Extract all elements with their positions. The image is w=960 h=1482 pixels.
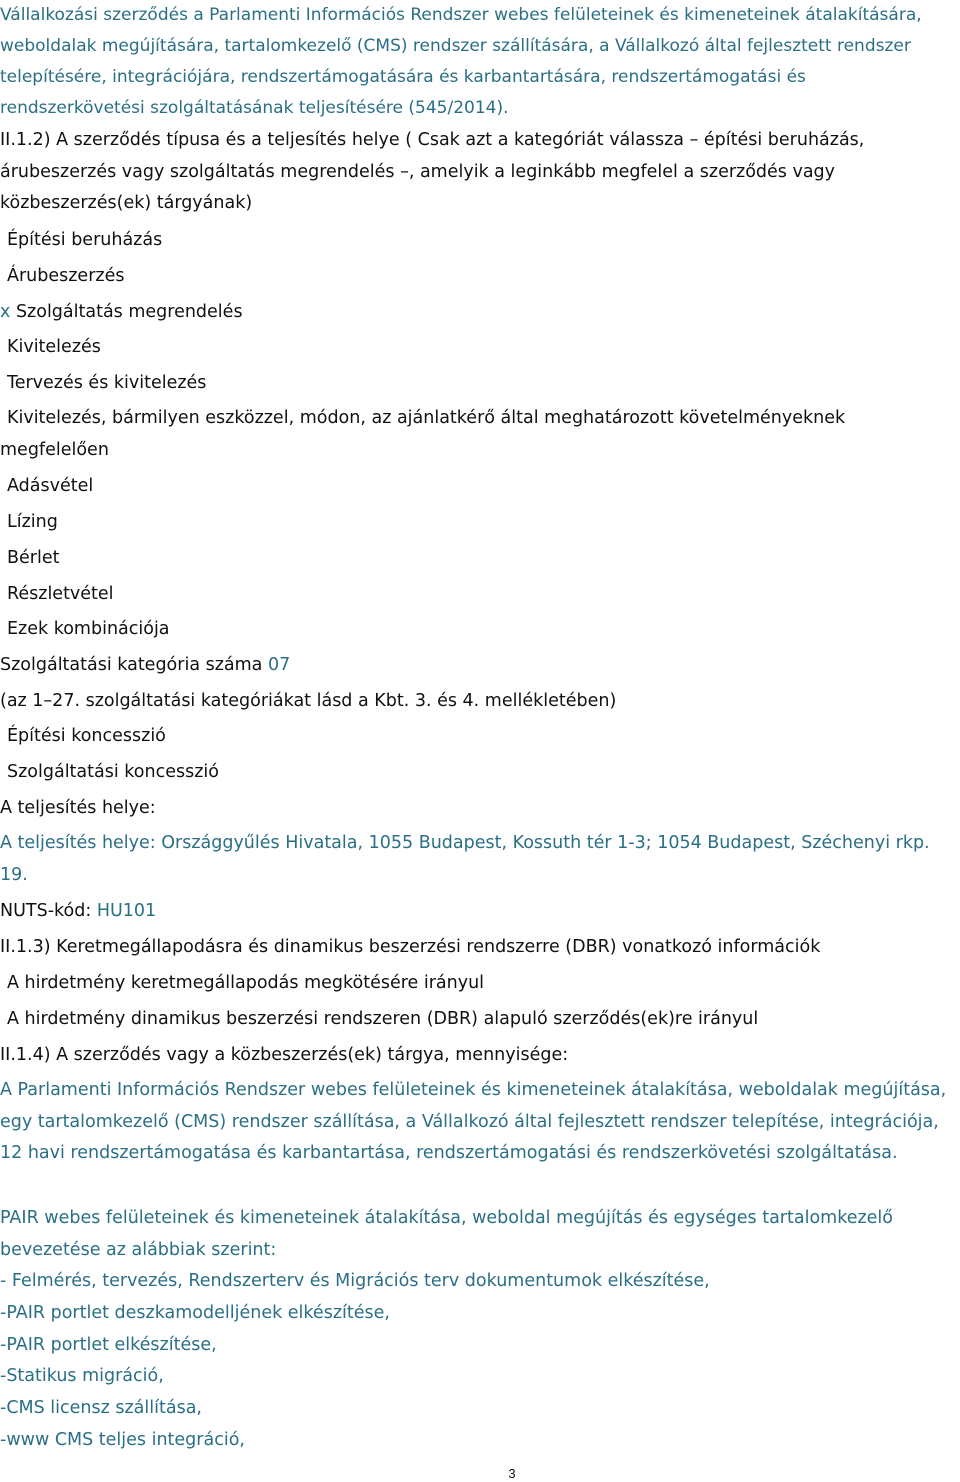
page-number: 3 [508, 1466, 516, 1481]
category-row [0, 650, 290, 681]
list-item: -Statikus migráció, [0, 1366, 164, 1386]
section-3-item-2: A hirdetmény dinamikus beszerzési rendszeren (DBR) alapuló szerződés(ek)re irányul [7, 1009, 759, 1029]
section-2-heading: II.1.2) A szerződés típusa és a teljesítés helye ( Csak azt a kategóriát válassza – építési beruházás, árubeszerzés vagy szolgáltatás megrendelés –, amelyik a leginkább megfelel a szerződés vagy közbeszerzés(ek) tárgyának) [0, 130, 865, 213]
list-item: -PAIR portlet elkészítése, [0, 1335, 217, 1355]
section-3-heading: II.1.3) Keretmegállapodásra és dinamikus beszerzési rendszerre (DBR) vonatkozó információk [0, 937, 821, 957]
option-berlet: Bérlet [7, 548, 60, 568]
section-4-heading: II.1.4) A szerződés vagy a közbeszerzés(ek) tárgya, mennyisége: [0, 1045, 569, 1065]
place-label: A teljesítés helye: [0, 798, 156, 818]
list-item: - Felmérés, tervezés, Rendszerterv és Migrációs terv dokumentumok elkészítése, [0, 1271, 710, 1291]
option-szolgaltatas-row [0, 297, 243, 328]
nuts-row [0, 896, 156, 927]
option-kivitelezes: Kivitelezés [7, 337, 101, 357]
option-epitesi-beruhazas: Építési beruházás [7, 230, 163, 250]
nuts-label: NUTS-kód: [0, 901, 92, 921]
option-tervezes: Tervezés és kivitelezés [7, 373, 207, 393]
option-kombinacio: Ezek kombinációja [7, 619, 170, 639]
category-value: 07 [267, 655, 291, 675]
section-3-item-1: A hirdetmény keretmegállapodás megkötésére irányul [7, 973, 485, 993]
list-item: -www CMS teljes integráció, [0, 1430, 245, 1450]
option-szolgaltatas: Szolgáltatás megrendelés [15, 302, 243, 322]
nuts-value: HU101 [96, 901, 157, 921]
list-item: -CMS licensz szállítása, [0, 1398, 202, 1418]
option-reszletvetel: Részletvétel [7, 584, 114, 604]
option-adasvetel: Adásvétel [7, 476, 94, 496]
category-note: (az 1–27. szolgáltatási kategóriákat lásd a Kbt. 3. és 4. mellékletében) [0, 691, 617, 711]
option-lizing: Lízing [7, 512, 58, 532]
place-value: A teljesítés helye: Országgyűlés Hivatala, 1055 Budapest, Kossuth tér 1-3; 1054 Budapest, Széchenyi rkp. 19. [0, 833, 930, 885]
option-kivitelezes-barmilyen: Kivitelezés, bármilyen eszközzel, módon, az ajánlatkérő által meghatározott követelményeknek megfelelően [0, 408, 846, 460]
epitesi-koncesszio: Építési koncesszió [7, 726, 166, 746]
option-arubeszerzes: Árubeszerzés [7, 266, 125, 286]
document-title: Vállalkozási szerződés a Parlamenti Információs Rendszer webes felületeinek és kimeneteinek átalakítására, weboldalak megújítására, tartalomkezelő (CMS) rendszer szállítására, a Vállalkozó által fejlesztett rendszer telepítésére, integrációjára, rendszertámogatására és karbantartására, rendszertámogatási és rendszerkövetési szolgáltatásának teljesítésére (545/2014). [0, 5, 922, 118]
list-item: -PAIR portlet deszkamodelljének elkészítése, [0, 1303, 390, 1323]
szolgaltatasi-koncesszio: Szolgáltatási koncesszió [7, 762, 219, 782]
category-label: Szolgáltatási kategória száma [0, 655, 263, 675]
section-4-paragraph-1: A Parlamenti Információs Rendszer webes felületeinek és kimeneteinek átalakítása, weboldalak megújítása, egy tartalomkezelő (CMS) rendszer szállítása, a Vállalkozó által fejlesztett rendszer telepítése, integrációja, 12 havi rendszertámogatása és karbantartása, rendszertámogatási és rendszerkövetési szolgáltatása. [0, 1080, 947, 1163]
selected-mark: x [0, 302, 11, 322]
section-4-paragraph-2: PAIR webes felületeinek és kimeneteinek átalakítása, weboldal megújítás és egységes tartalomkezelő bevezetése az alábbiak szerint: [0, 1208, 893, 1260]
